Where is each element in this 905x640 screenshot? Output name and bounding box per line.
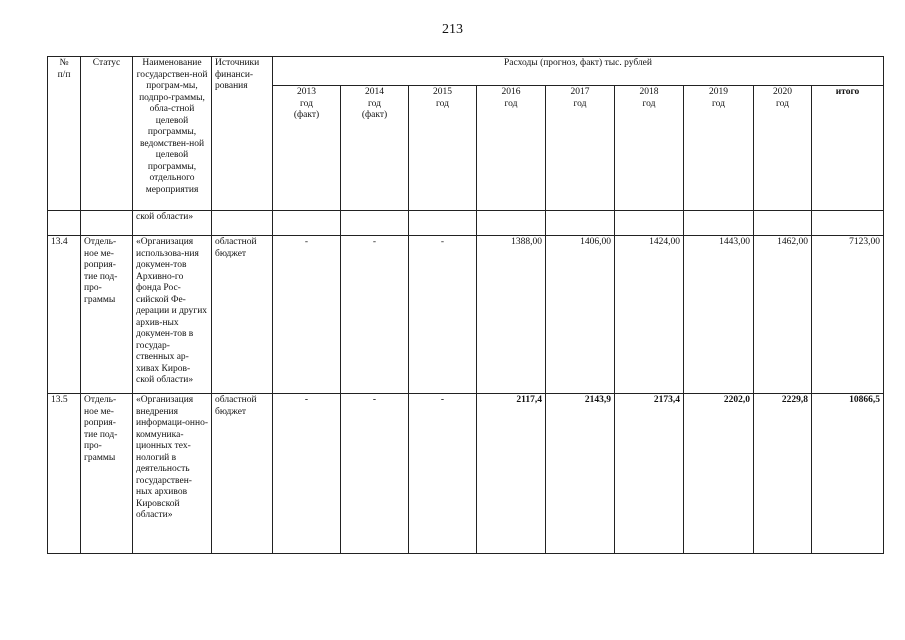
header-year-2017: 2017 год <box>546 86 615 211</box>
header-source: Источники финанси-рования <box>212 57 273 211</box>
table-row <box>48 236 884 394</box>
row-num: 13.5 <box>48 394 81 554</box>
header-name: Наименование государствен-ной програм-мы, подпро-граммы, обла-стной целевой программы, ведомствен-ной целевой программы, отдельного мероприятия <box>133 57 212 211</box>
row-source: областной бюджет <box>212 394 273 554</box>
row-name: «Организация внедрения информаци-онно-коммуника-ционных тех-нологий в деятельность государствен-ных архивов Кировской области» <box>133 394 212 554</box>
row-total: 7123,00 <box>812 236 884 394</box>
header-year-2014: 2014 год (факт) <box>341 86 409 211</box>
header-year-2020: 2020 год <box>754 86 812 211</box>
header-year-2019: 2019 год <box>684 86 754 211</box>
row-value-2015: - <box>409 394 477 554</box>
continuation-name: ской области» <box>133 211 212 236</box>
row-source: областной бюджет <box>212 236 273 394</box>
row-value-2020: 1462,00 <box>754 236 812 394</box>
header-status: Статус <box>81 57 133 211</box>
table-row <box>48 394 884 554</box>
budget-table <box>47 56 884 554</box>
header-num: № п/п <box>48 57 81 211</box>
continuation-row <box>48 211 884 236</box>
row-value-2020: 2229,8 <box>754 394 812 554</box>
header-year-2016: 2016 год <box>477 86 546 211</box>
row-value-2017: 2143,9 <box>546 394 615 554</box>
header-row <box>48 57 884 86</box>
row-value-2013: - <box>273 394 341 554</box>
row-value-2015: - <box>409 236 477 394</box>
header-total: итого <box>812 86 884 211</box>
header-expenses: Расходы (прогноз, факт) тыс. рублей <box>273 57 884 86</box>
page-number: 213 <box>442 22 463 37</box>
row-num: 13.4 <box>48 236 81 394</box>
row-value-2017: 1406,00 <box>546 236 615 394</box>
header-year-2018: 2018 год <box>615 86 684 211</box>
header-year-2015: 2015 год <box>409 86 477 211</box>
row-status: Отдель-ное ме-роприя-тие под-про-граммы <box>81 236 133 394</box>
row-value-2014: - <box>341 236 409 394</box>
row-value-2013: - <box>273 236 341 394</box>
header-year-2013: 2013 год (факт) <box>273 86 341 211</box>
row-value-2019: 2202,0 <box>684 394 754 554</box>
row-value-2019: 1443,00 <box>684 236 754 394</box>
row-value-2014: - <box>341 394 409 554</box>
row-value-2018: 1424,00 <box>615 236 684 394</box>
row-total: 10866,5 <box>812 394 884 554</box>
row-value-2016: 1388,00 <box>477 236 546 394</box>
row-value-2018: 2173,4 <box>615 394 684 554</box>
row-value-2016: 2117,4 <box>477 394 546 554</box>
row-name: «Организация использова-ния докумен-тов Архивно-го фонда Рос-сийской Фе-дерации и других архив-ных докумен-тов в государ-ственных ар-хивах Киров-ской области» <box>133 236 212 394</box>
row-status: Отдель-ное ме-роприя-тие под-про-граммы <box>81 394 133 554</box>
